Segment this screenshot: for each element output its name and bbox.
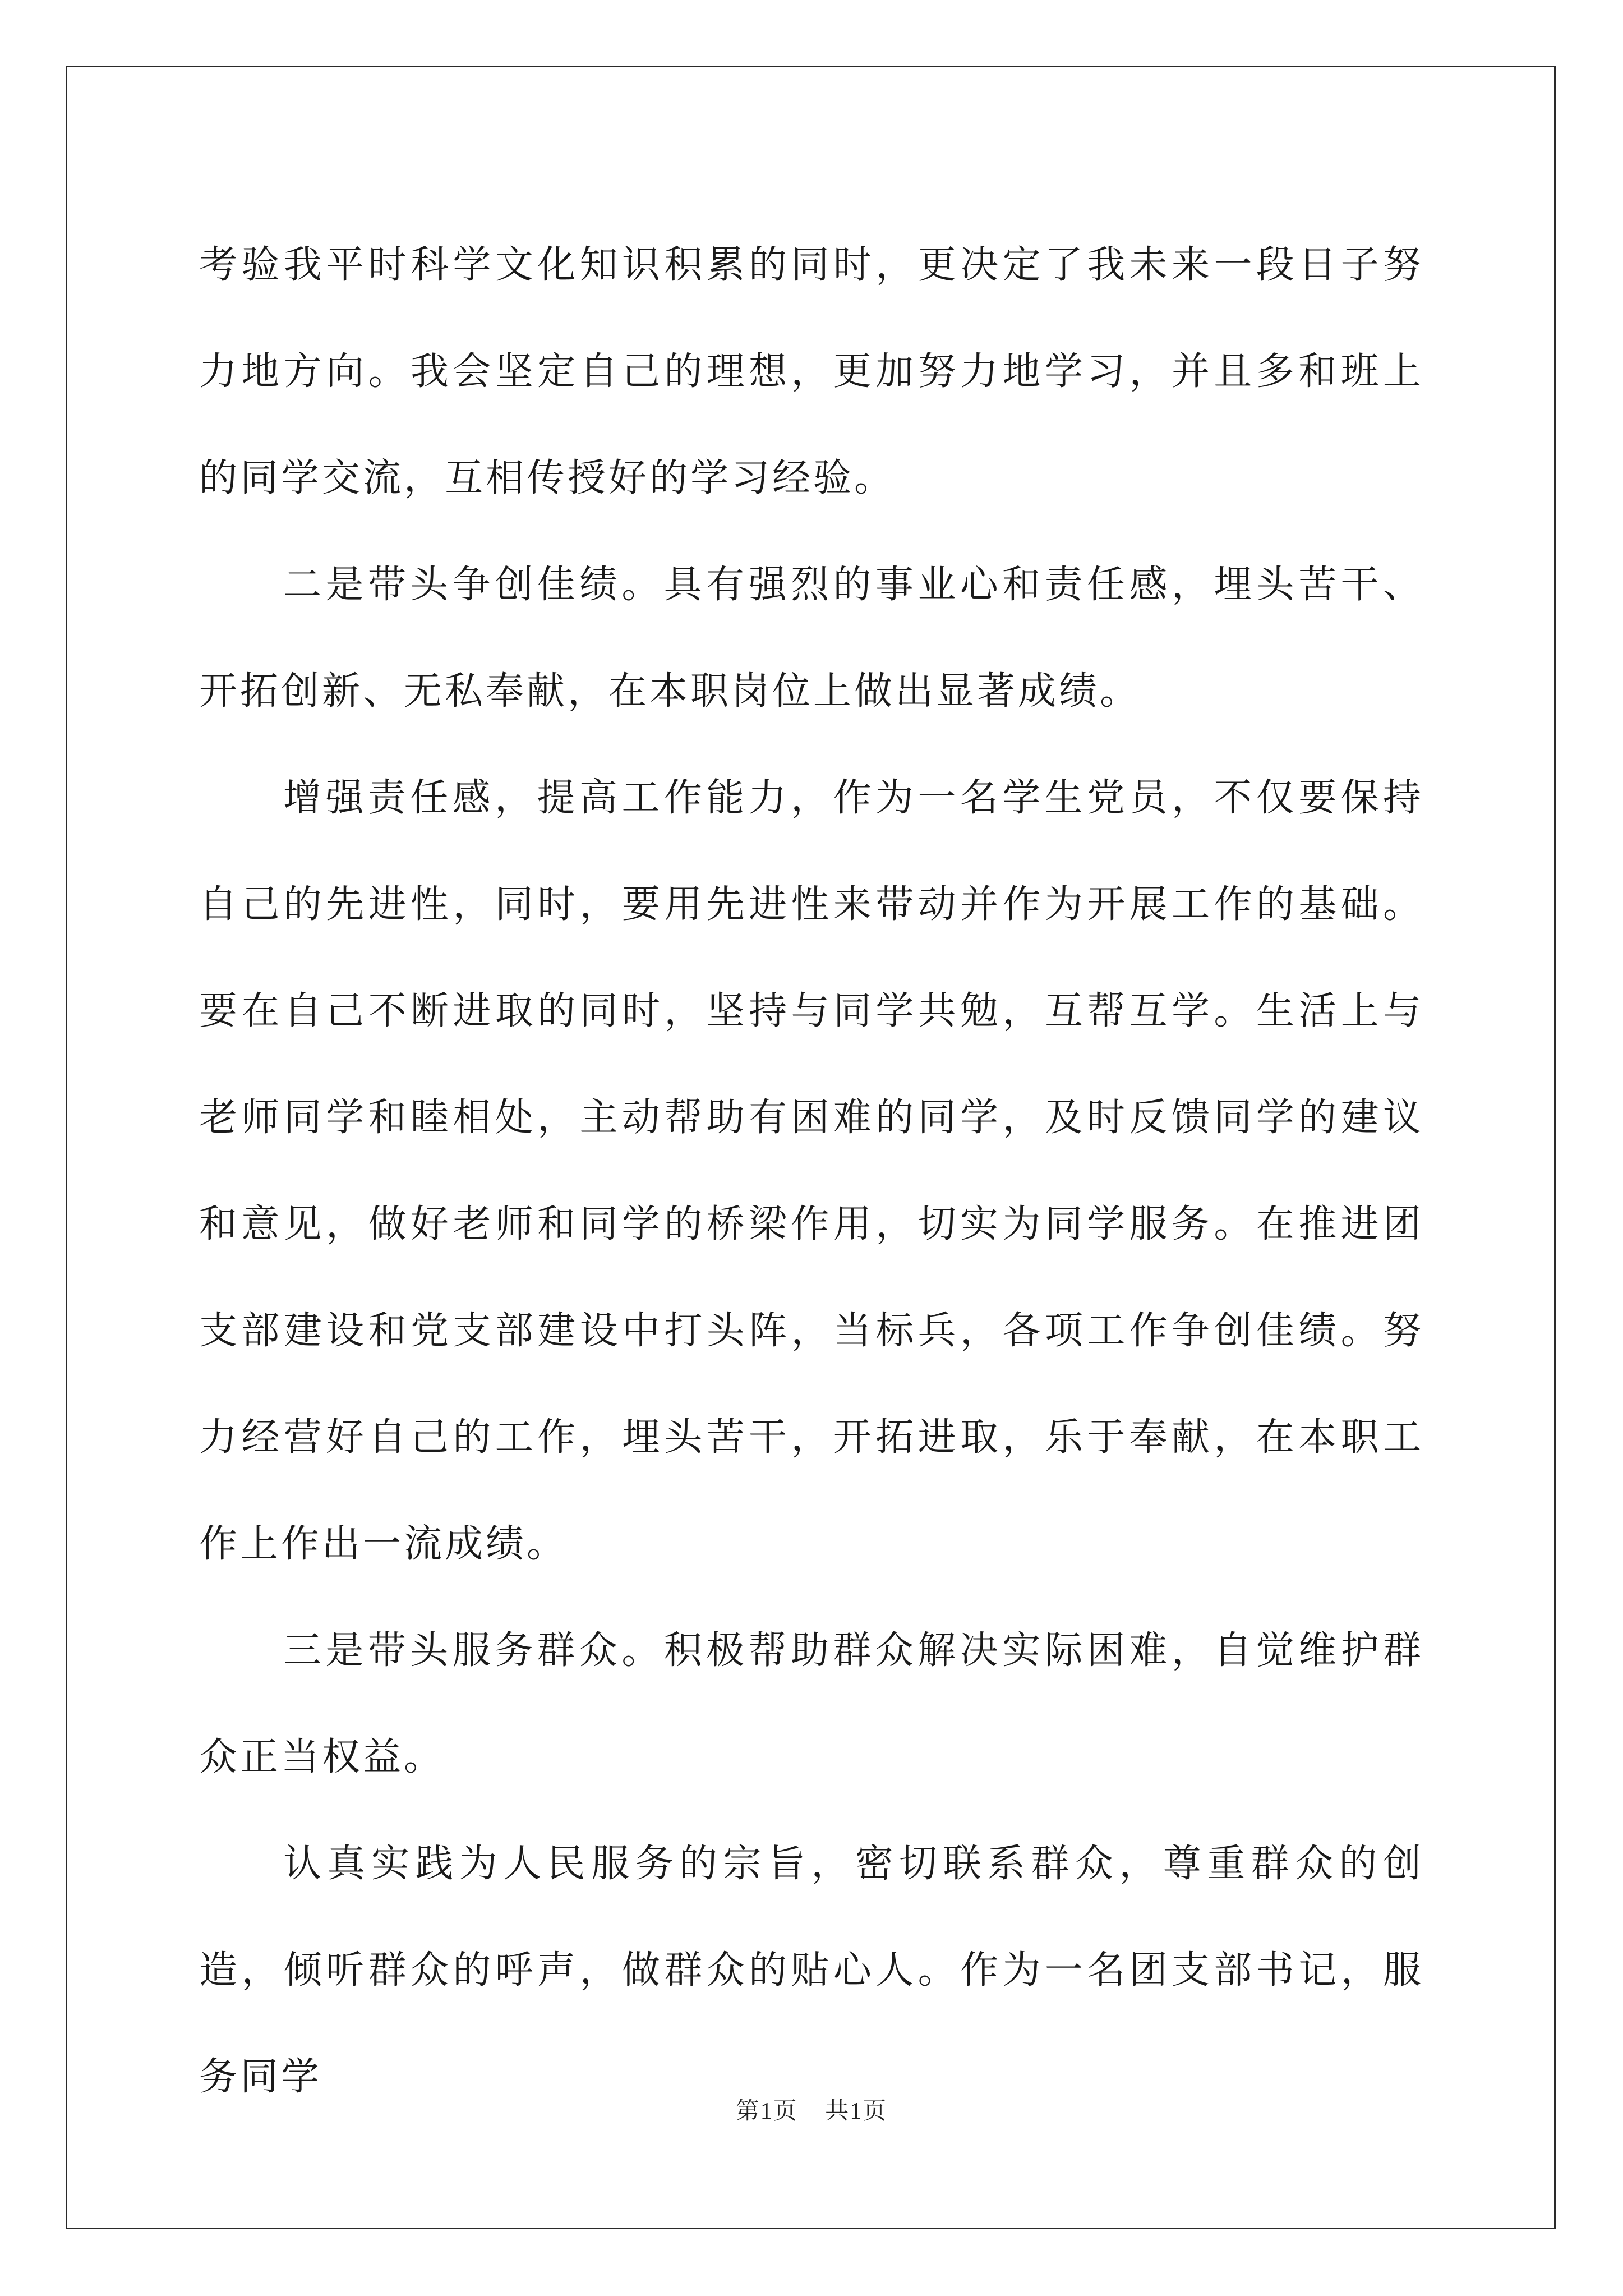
paragraph-4: 三是带头服务群众。积极帮助群众解决实际困难，自觉维护群众正当权益。 [199, 1628, 1424, 1779]
paragraph-2: 二是带头争创佳绩。具有强烈的事业心和责任感，埋头苦干、开拓创新、无私奉献，在本职岗位上做出显著成绩。 [199, 563, 1424, 714]
page-footer [0, 2092, 1623, 2126]
page-number: 第1页 [735, 2099, 798, 2124]
paragraph-1: 考验我平时科学文化知识积累的同时，更决定了我未来一段日子努力地方向。我会坚定自己的理想，更加努力地学习，并且多和班上的同学交流，互相传授好的学习经验。 [199, 243, 1424, 500]
paragraph-5: 认真实践为人民服务的宗旨，密切联系群众，尊重群众的创造，倾听群众的呼声，做群众的贴心人。作为一名团支部书记，服务同学 [199, 1842, 1424, 2099]
page-total: 共1页 [825, 2099, 888, 2124]
document-body [199, 212, 1424, 2131]
paragraph-3: 增强责任感，提高工作能力，作为一名学生党员，不仅要保持自己的先进性，同时，要用先进性来带动并作为开展工作的基础。要在自己不断进取的同时，坚持与同学共勉，互帮互学。生活上与老师同学和睦相处，主动帮助有困难的同学，及时反馈同学的建议和意见，做好老师和同学的桥梁作用，切实为同学服务。在推进团支部建设和党支部建设中打头阵，当标兵，各项工作争创佳绩。努力经营好自己的工作，埋头苦干，开拓进取，乐于奉献，在本职工作上作出一流成绩。 [199, 776, 1424, 1566]
